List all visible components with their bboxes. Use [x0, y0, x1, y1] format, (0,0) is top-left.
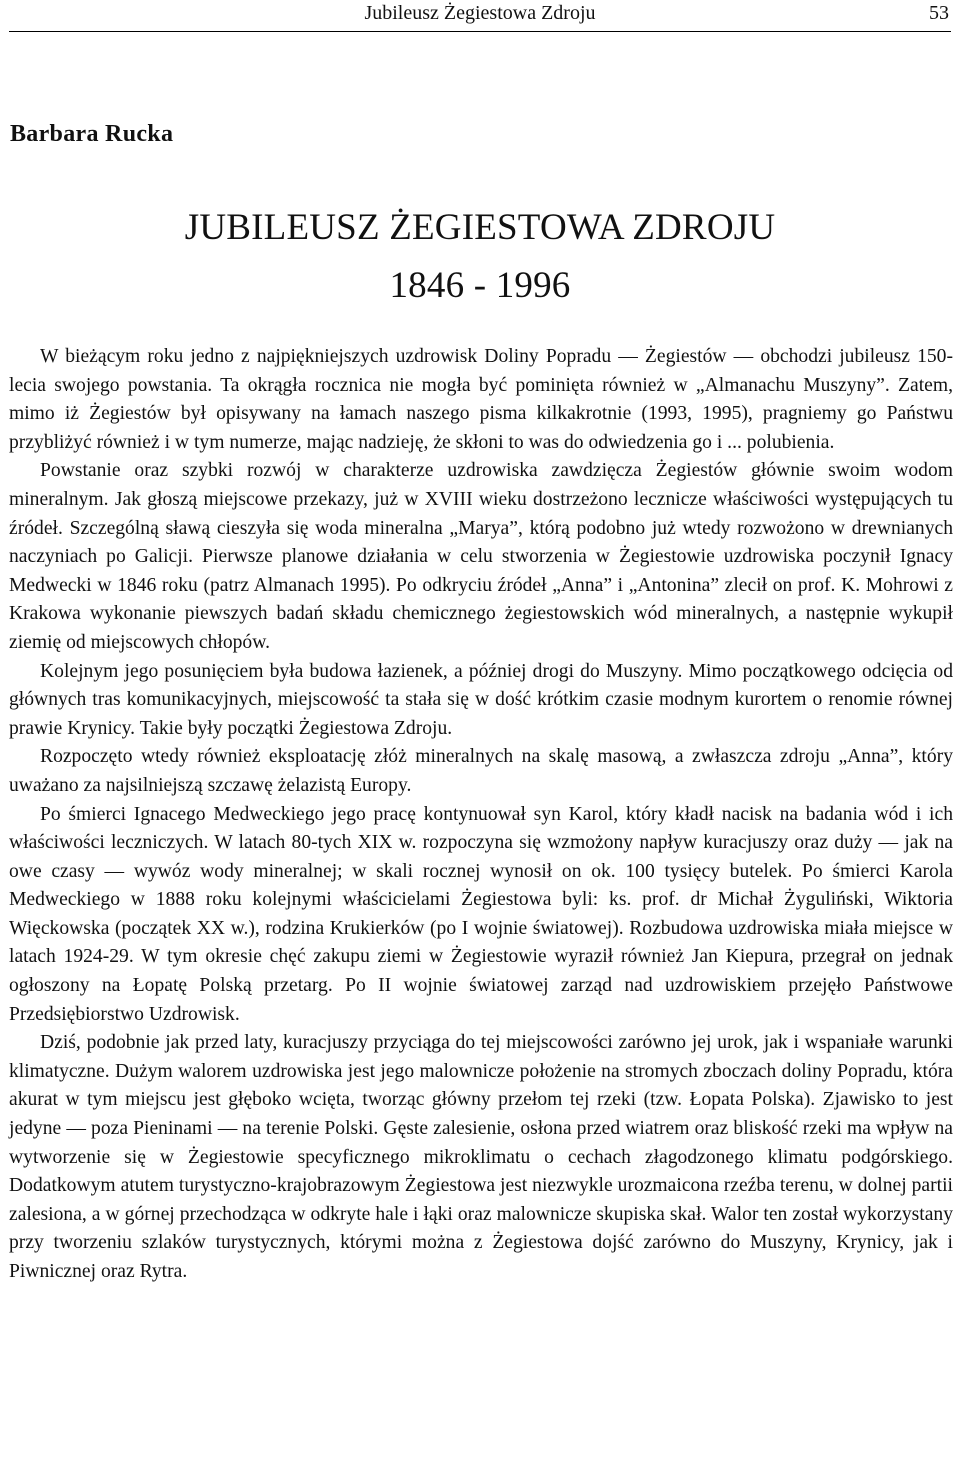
paragraph-5: Po śmierci Ignacego Medweckiego jego pracę kontynuował syn Karol, który kładł nacisk na badania wód i ich właściwości leczniczych. W latach 80-tych XIX w. rozpoczyna się wzmożony napływ kuracjuszy oraz duży — jak na owe czasy — wywóz wody mineralnej; w skali rocznej wynosił on ok. 100 tysięcy butelek. Po śmierci Karola Medweckiego w 1888 roku kolejnymi właścicielami Żegiestowa byli: ks. prof. dr Michał Żyguliński, Wiktoria Więckowska (początek XX w.), rodzina Krukierków (po I wojnie światowej). Rozbudowa uzdrowiska miała miejsce w latach 1924-29. W tym okresie chęć zakupu ziemi w Żegiestowie wyraził również Jan Kiepura, przegrał on jednak ogłoszony na Łopatę Polską przetarg. Po II wojnie światowej zarząd nad uzdrowiskiem przejęło Państwowe Przedsiębiorstwo Uzdrowisk. — [9, 803, 953, 1025]
paragraph-4: Rozpoczęto wtedy również eksploatację złóż mineralnych na skalę masową, a zwłaszcza zdroju „Anna”, który uważano za najsilniejszą szczawę żelazistą Europy. — [9, 746, 953, 796]
running-title: Jubileusz Żegiestowa Zdroju — [364, 2, 596, 24]
paragraph-3: Kolejnym jego posunięciem była budowa łazienek, a później drogi do Muszyny. Mimo początkowego odcięcia od głównych tras komunikacyjnych, miejscowość ta stała się w dość krótkim czasie modnym kurortem o renomie równej prawie Krynicy. Takie były początki Żegiestowa Zdroju. — [9, 660, 953, 739]
paragraph-1: W bieżącym roku jedno z najpiękniejszych uzdrowisk Doliny Popradu — Żegiestów — obchodzi jubileusz 150-lecia swojego powstania. Ta okrągła rocznica nie mogła być pominięta również w „Almanachu Muszyny”. Zatem, mimo iż Żegiestów był opisywany na łamach naszego pisma kilkakrotnie (1993, 1995), pragniemy go Państwu przybliżyć również i w tym numerze, mając nadzieję, że skłoni to was do odwiedzenia go i ... polubienia. — [9, 346, 953, 453]
article-title — [0, 199, 960, 315]
paragraph-6: Dziś, podobnie jak przed laty, kuracjuszy przyciąga do tej miejscowości zarówno jej urok, jak i wspaniałe warunki klimatyczne. Dużym walorem uzdrowiska jest jego malownicze położenie na stromych zboczach doliny Popradu, która akurat w tym miejscu jest głęboko wcięta, tworząc główny przełom tej rzeki (tzw. Łopata Polska). Zjawisko to jest jedyne — poza Pieninami — na terenie Polski. Gęste zalesienie, osłona przed wiatrem oraz bliskość rzeki ma wpływ na wytworzenie się w Żegiestowie specyficznego mikroklimatu o cechach złagodzonego klimatu podgórskiego. Dodatkowym atutem turystyczno-krajobrazowym Żegiestowa jest niezwykle urozmaicona rzeźba terenu, w dolnej partii zalesiona, a w górnej przechodząca w odkryte hale i łąki oraz malownicze skupiska skał. Walor ten został wykorzystany przy tworzeniu szlaków turystycznych, którymi można z Żegiestowa dojść zarówno do Muszyny, Krynicy, jak i Piwnicznej oraz Rytra. — [9, 1032, 953, 1282]
article-body — [9, 343, 953, 1287]
running-header — [9, 0, 951, 32]
paragraph-2: Powstanie oraz szybki rozwój w charakterze uzdrowiska zawdzięcza Żegiestów głównie swoim wodom mineralnym. Jak głoszą miejscowe przekazy, już w XVIII wieku dostrzeżono lecznicze właściwości występujących tu źródeł. Szczególną sławą cieszyła się woda mineralna „Marya”, którą podobno już wtedy rozwożono w drewnianych naczyniach po Galicji. Pierwsze planowe działania w celu stworzenia w Żegiestowie uzdrowiska poczynił Ignacy Medwecki w 1846 roku (patrz Almanach 1995). Po odkryciu źródeł „Anna” i „Antonina” zlecił on prof. K. Mohrowi z Krakowa wykonanie piewszych badań składu chemicznego żegiestowskich wód mineralnych, a następnie wykupił ziemię od miejscowych chłopów. — [9, 460, 953, 653]
article-title-line-1: JUBILEUSZ ŻEGIESTOWA ZDROJU — [184, 207, 776, 248]
article-title-line-2: 1846 - 1996 — [389, 265, 571, 306]
page-number: 53 — [929, 2, 949, 24]
article-author: Barbara Rucka — [10, 121, 174, 147]
